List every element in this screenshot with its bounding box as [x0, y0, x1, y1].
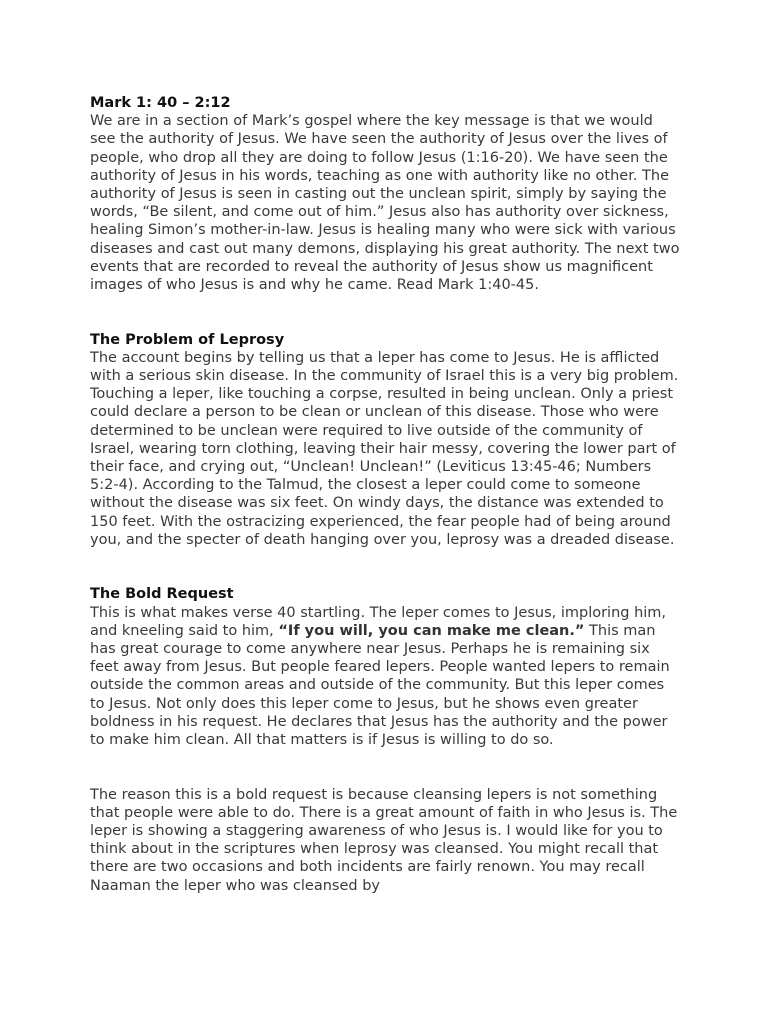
paragraph-text: This man has great courage to come anywhere near Jesus. Perhaps he is remaining six feet away from Jesus. But people feared lepers. People wanted lepers to remain outside the common areas and outside of the community. But this leper comes to Jesus. Not only does this leper come to Jesus, but he shows even greater boldness in his request. He declares that Jesus has the authority and the power to make him clean. All that matters is if Jesus is willing to do so.	[90, 622, 670, 749]
section-paragraph-intro: We are in a section of Mark’s gospel where the key message is that we would see the authority of Jesus. We have seen the authority of Jesus over the lives of people, who drop all they are doing to follow Jesus (1:16-20). We have seen the authority of Jesus in his words, teaching as one with authority like no other. The authority of Jesus is seen in casting out the unclean spirit, simply by saying the words, “Be silent, and come out of him.” Jesus also has authority over sickness, healing Simon’s mother-in-law. Jesus is healing many who were sick with various diseases and cast out many demons, displaying his great authority. The next two events that are recorded to reveal the authority of Jesus show us magnificent images of who Jesus is and why he came. Read Mark 1:40-45.	[90, 113, 680, 294]
paragraph-spacer	[90, 549, 682, 567]
paragraph-spacer	[90, 567, 682, 585]
section-heading-bold-request: The Bold Request	[90, 586, 234, 603]
paragraph-spacer	[90, 767, 682, 785]
section-heading-leprosy: The Problem of Leprosy	[90, 331, 285, 348]
paragraph-spacer	[90, 749, 682, 767]
document-page	[90, 94, 682, 895]
paragraph-spacer	[90, 294, 682, 312]
quoted-request: “If you will, you can make me clean.”	[278, 622, 585, 639]
section-heading-mark: Mark 1: 40 – 2:12	[90, 95, 231, 111]
paragraph-text: This is what makes verse 40 startling. The leper comes to Jesus, imploring him, and kneeling said to him,	[90, 604, 667, 639]
section-paragraph-bold-request	[90, 604, 682, 750]
section-paragraph-leprosy: The account begins by telling us that a leper has come to Jesus. He is afflicted with a serious skin disease. In the community of Israel this is a very big problem. Touching a leper, like touching a corpse, resulted in being unclean. Only a priest could declare a person to be clean or unclean of this disease. Those who were determined to be unclean were required to live outside of the community of Israel, wearing torn clothing, leaving their hair messy, covering the lower part of their face, and crying out, “Unclean! Unclean!” (Leviticus 13:45-46; Numbers 5:2-4). According to the Talmud, the closest a leper could come to someone without the disease was six feet. On windy days, the distance was extended to 150 feet. With the ostracizing experienced, the fear people had of being around you, and the specter of death hanging over you, leprosy was a dreaded disease.	[90, 349, 679, 548]
paragraph-spacer	[90, 312, 682, 330]
section-paragraph-reason: The reason this is a bold request is because cleansing lepers is not something that people were able to do. There is a great amount of faith in who Jesus is. The leper is showing a staggering awareness of who Jesus is. I would like for you to think about in the scriptures when leprosy was cleansed. You might recall that there are two occasions and both incidents are fairly renown. You may recall Naaman the leper who was cleansed by	[90, 786, 678, 894]
